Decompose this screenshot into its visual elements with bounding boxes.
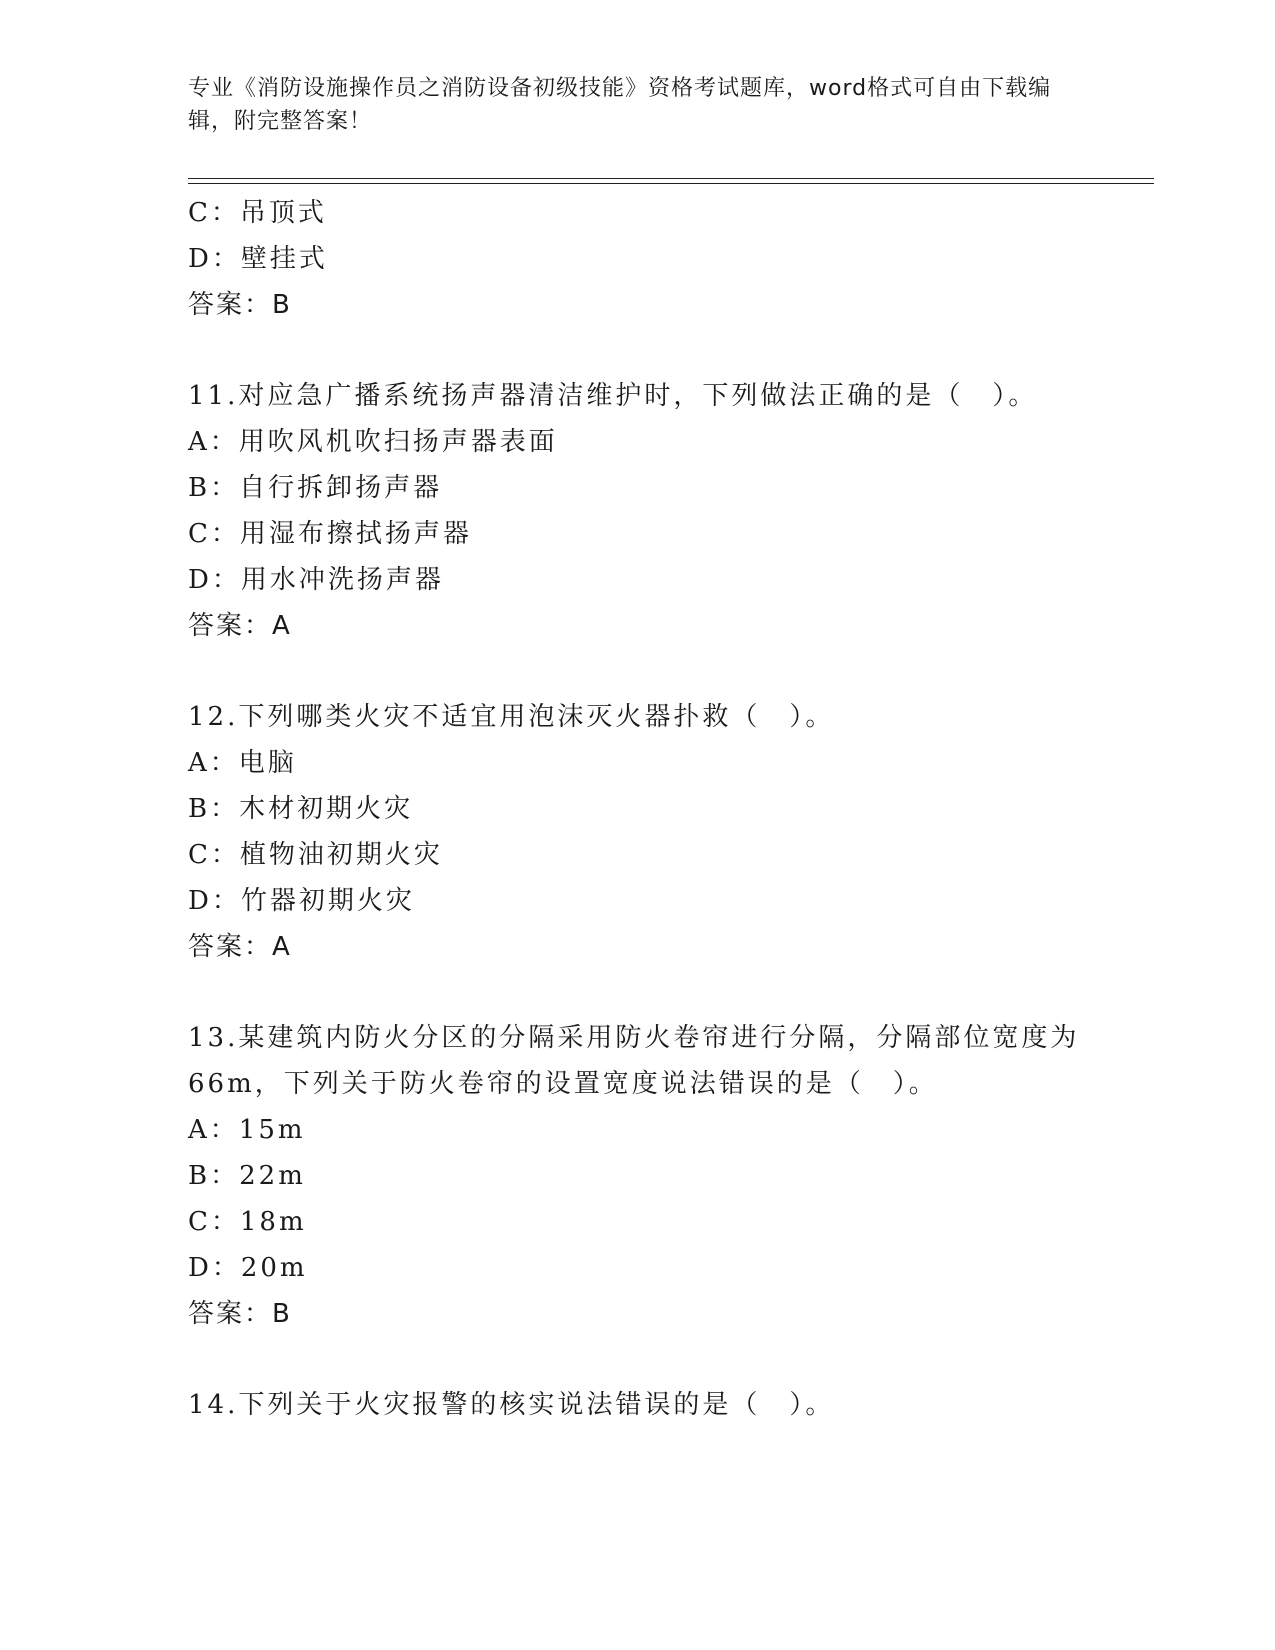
question-12 (188, 694, 1088, 970)
option-a: A：用吹风机吹扫扬声器表面 (188, 427, 558, 457)
option-c: C：吊顶式 (188, 198, 327, 228)
option-c: C：18m (188, 1207, 307, 1237)
option-a: A：电脑 (188, 748, 297, 778)
question-stem: 12.下列哪类火灾不适宜用泡沫灭火器扑救（ ）。 (188, 702, 835, 732)
option-b: B：自行拆卸扬声器 (188, 473, 443, 503)
question-11 (188, 373, 1088, 649)
option-d: D：竹器初期火灾 (188, 886, 415, 916)
option-a: A：15m (188, 1115, 306, 1145)
option-c: C：用湿布擦拭扬声器 (188, 519, 472, 549)
question-stem: 11.对应急广播系统扬声器清洁维护时，下列做法正确的是（ ）。 (188, 381, 1038, 411)
answer-line: 答案：B (188, 1299, 292, 1329)
option-b: B：22m (188, 1161, 306, 1191)
spacer (188, 970, 1088, 1015)
document-header: 专业《消防设施操作员之消防设备初级技能》资格考试题库，word格式可自由下载编辑，附完整答案！ (188, 76, 1052, 134)
question-stem-line-1: 13.某建筑内防火分区的分隔采用防火卷帘进行分隔，分隔部位宽度为 (188, 1023, 1080, 1053)
question-stem-line-2: 66m，下列关于防火卷帘的设置宽度说法错误的是（ ）。 (188, 1069, 938, 1099)
answer-line: 答案：A (188, 932, 292, 962)
header-divider-top (188, 178, 1154, 179)
answer-line: 答案：A (188, 611, 292, 641)
spacer (188, 328, 1088, 373)
option-d: D：20m (188, 1253, 308, 1283)
spacer (188, 1337, 1088, 1382)
question-13 (188, 1015, 1088, 1337)
option-c: C：植物油初期火灾 (188, 840, 443, 870)
option-d: D：壁挂式 (188, 244, 328, 274)
question-content (188, 190, 1088, 1428)
question-14 (188, 1382, 1088, 1428)
question-stem: 14.下列关于火灾报警的核实说法错误的是（ ）。 (188, 1390, 835, 1420)
header-divider-bottom (188, 183, 1154, 184)
option-b: B：木材初期火灾 (188, 794, 414, 824)
spacer (188, 649, 1088, 694)
answer-line: 答案：B (188, 290, 292, 320)
option-d: D：用水冲洗扬声器 (188, 565, 444, 595)
